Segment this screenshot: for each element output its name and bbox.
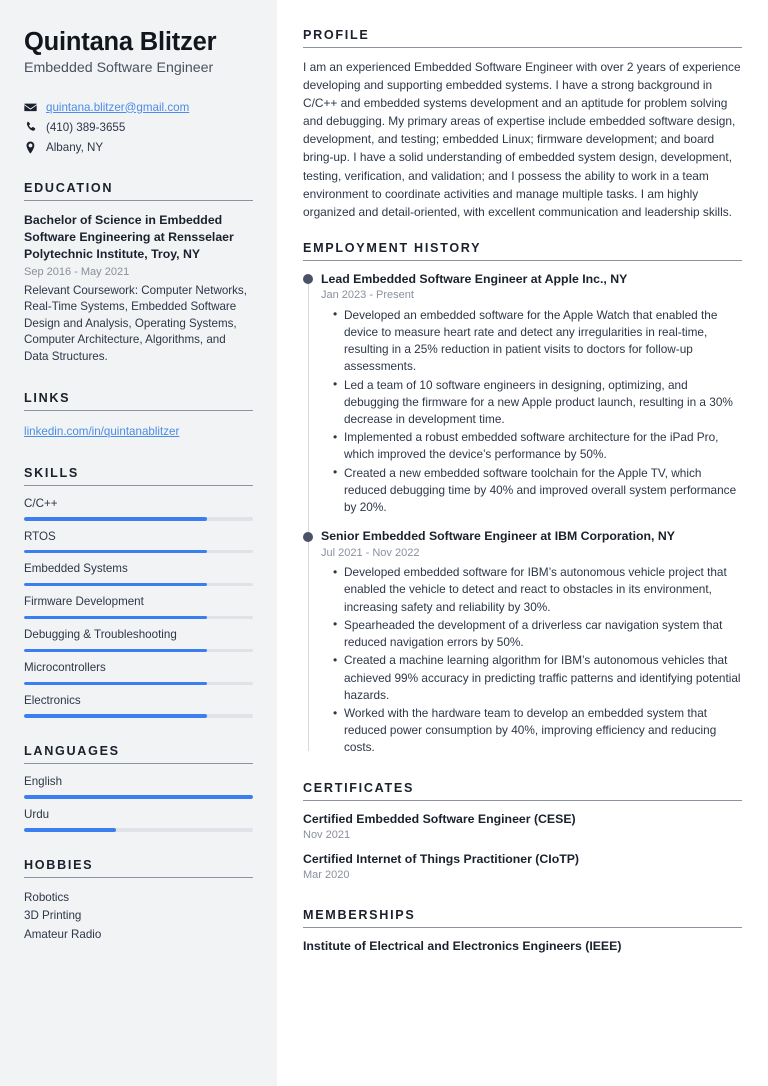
education-description: Relevant Coursework: Computer Networks, Real-Time Systems, Embedded Software Design and Analysis, Operating Systems, Computer Architecture, Algorithms, and Data Structures. <box>24 283 247 363</box>
contact-list <box>24 99 253 155</box>
job-bullet: • Developed embedded software for IBM’s autonomous vehicle project that enabled the vehicle to detect and react to obstacles in its environment, increasing safety and reliability by 30%. <box>344 564 742 616</box>
job-bullet-list <box>321 307 742 517</box>
languages-divider <box>24 763 253 764</box>
skills-heading: SKILLS <box>24 465 79 480</box>
skill-label: Firmware Development <box>24 595 144 609</box>
skill-bar-track <box>24 583 253 586</box>
hobbies-divider <box>24 877 253 878</box>
skill-label: Embedded Systems <box>24 562 128 576</box>
phone-icon <box>24 121 37 133</box>
certificate-item <box>303 811 742 843</box>
hobbies-section <box>24 858 253 945</box>
map-pin-icon <box>24 141 37 154</box>
contact-location <box>24 139 253 155</box>
email-link[interactable]: quintana.blitzer@gmail.com <box>46 100 190 114</box>
links-heading: LINKS <box>24 391 71 406</box>
envelope-icon <box>24 101 37 114</box>
skill-bar-fill <box>24 517 207 520</box>
profile-section <box>303 28 742 221</box>
language-item <box>24 775 253 799</box>
skill-label: RTOS <box>24 529 56 543</box>
employment-divider <box>303 260 742 261</box>
skill-bar-fill <box>24 682 207 685</box>
skill-bar-track <box>24 649 253 652</box>
skill-bar-track <box>24 517 253 520</box>
memberships-section <box>303 908 742 955</box>
sidebar <box>0 0 277 1086</box>
skill-item <box>24 694 253 718</box>
job-role: Lead Embedded Software Engineer at Apple Inc., NY <box>321 271 628 286</box>
certificate-title: Certified Embedded Software Engineer (CESE) <box>303 811 576 826</box>
education-date: Sep 2016 - May 2021 <box>24 265 130 278</box>
skill-bar-track <box>24 682 253 685</box>
languages-heading: LANGUAGES <box>24 743 120 758</box>
skill-bar-track <box>24 550 253 553</box>
phone-text: (410) 389-3655 <box>46 120 126 134</box>
skill-item <box>24 661 253 685</box>
languages-section <box>24 744 253 832</box>
skill-item <box>24 497 253 521</box>
employment-heading: EMPLOYMENT HISTORY <box>303 240 482 255</box>
certificate-date: Mar 2020 <box>303 869 350 882</box>
skill-item <box>24 628 253 652</box>
timeline-dot-icon <box>303 532 313 542</box>
job-bullet: • Implemented a robust embedded software architecture for the iPad Pro, which improved the device’s performance by 50%. <box>344 429 742 463</box>
skills-divider <box>24 485 253 486</box>
links-section <box>24 391 253 440</box>
skill-bar-fill <box>24 649 207 652</box>
language-bar-track <box>24 795 253 798</box>
employment-timeline <box>303 271 742 757</box>
location-text: Albany, NY <box>46 140 104 154</box>
profile-text: I am an experienced Embedded Software Engineer with over 2 years of experience developing and supporting embedded systems. I have a strong background in C/C++ and embedded systems development and an aptitude for problem solving and debugging. My primary areas of expertise include embedded software design, development, and testing; embedded Linux; firmware development; and board bring-up. I have a solid understanding of embedded system design, development, testing, verification, and validation; and I possess the ability to work in a team environment to coordinate activities and manage multiple tasks. I am highly organized and detail-oriented, with excellent communication and leadership skills. <box>303 60 741 219</box>
links-divider <box>24 410 253 411</box>
memberships-heading: MEMBERSHIPS <box>303 908 416 923</box>
certificates-section <box>303 781 742 883</box>
skill-label: C/C++ <box>24 496 58 510</box>
certificate-title: Certified Internet of Things Practitioner (CIoTP) <box>303 851 580 866</box>
job-bullet: • Spearheaded the development of a driverless car navigation system that reduced navigation errors by 50%. <box>344 617 742 651</box>
skill-bar-track <box>24 616 253 619</box>
job-bullet-list <box>321 564 742 756</box>
skill-bar-fill <box>24 714 207 717</box>
skill-item <box>24 562 253 586</box>
employment-section <box>303 241 742 757</box>
language-bar-fill <box>24 828 116 831</box>
education-heading: EDUCATION <box>24 181 114 196</box>
job-bullet: • Developed an embedded software for the Apple Watch that enabled the device to measure heart rate and detect any irregularities in real-time, resulting in a 25% reduction in patient visits to doctors for follow-up assessments. <box>344 307 742 376</box>
hobbies-heading: HOBBIES <box>24 857 94 872</box>
job-bullet: • Created a machine learning algorithm for IBM’s autonomous vehicles that achieved 99% accuracy in predicting traffic patterns and identifying potential hazards. <box>344 652 742 704</box>
candidate-job-title: Embedded Software Engineer <box>24 60 214 77</box>
education-degree: Bachelor of Science in Embedded Software Engineering at Rensselaer Polytechnic Institute, Troy, NY <box>24 213 234 261</box>
job-role: Senior Embedded Software Engineer at IBM Corporation, NY <box>321 529 675 544</box>
linkedin-link[interactable]: linkedin.com/in/quintanablitzer <box>24 425 180 439</box>
skill-bar-fill <box>24 550 207 553</box>
language-bar-fill <box>24 795 253 798</box>
contact-phone <box>24 119 253 135</box>
language-label: Urdu <box>24 807 50 821</box>
timeline-dot-icon <box>303 274 313 284</box>
candidate-name: Quintana Blitzer <box>24 28 217 56</box>
membership-item: Institute of Electrical and Electronics Engineers (IEEE) <box>303 939 622 954</box>
job-entry <box>321 271 742 517</box>
job-date: Jan 2023 - Present <box>321 289 414 302</box>
certificates-divider <box>303 800 742 801</box>
skill-label: Microcontrollers <box>24 661 106 675</box>
certificates-heading: CERTIFICATES <box>303 780 415 795</box>
job-bullet: • Led a team of 10 software engineers in designing, optimizing, and debugging the firmware for a new Apple product launch, resulting in a 30% decrease in development time. <box>344 377 742 429</box>
hobby-item: Robotics <box>24 890 70 904</box>
job-entry <box>321 528 742 756</box>
hobby-item: Amateur Radio <box>24 928 102 942</box>
profile-heading: PROFILE <box>303 28 370 42</box>
memberships-divider <box>303 927 742 928</box>
language-item <box>24 808 253 832</box>
skill-bar-fill <box>24 616 207 619</box>
language-bar-track <box>24 828 253 831</box>
skills-section <box>24 466 253 718</box>
job-bullet: • Created a new embedded software toolchain for the Apple TV, which reduced debugging time by 40% and improved overall system performance by 20%. <box>344 465 742 517</box>
skill-label: Electronics <box>24 693 81 707</box>
education-divider <box>24 200 253 201</box>
main-column <box>277 0 768 1086</box>
job-date: Jul 2021 - Nov 2022 <box>321 546 420 559</box>
certificate-item <box>303 851 742 883</box>
contact-email[interactable] <box>24 99 253 115</box>
language-label: English <box>24 774 63 788</box>
skill-bar-fill <box>24 583 207 586</box>
hobby-item: 3D Printing <box>24 909 82 923</box>
education-section <box>24 181 253 365</box>
skill-item <box>24 595 253 619</box>
skill-bar-track <box>24 714 253 717</box>
skill-label: Debugging & Troubleshooting <box>24 628 177 642</box>
skill-item <box>24 530 253 554</box>
profile-divider <box>303 47 742 48</box>
job-bullet: • Worked with the hardware team to develop an embedded system that reduced power consumption by 40%, improving efficiency and reducing costs. <box>344 705 742 757</box>
certificate-date: Nov 2021 <box>303 829 351 842</box>
